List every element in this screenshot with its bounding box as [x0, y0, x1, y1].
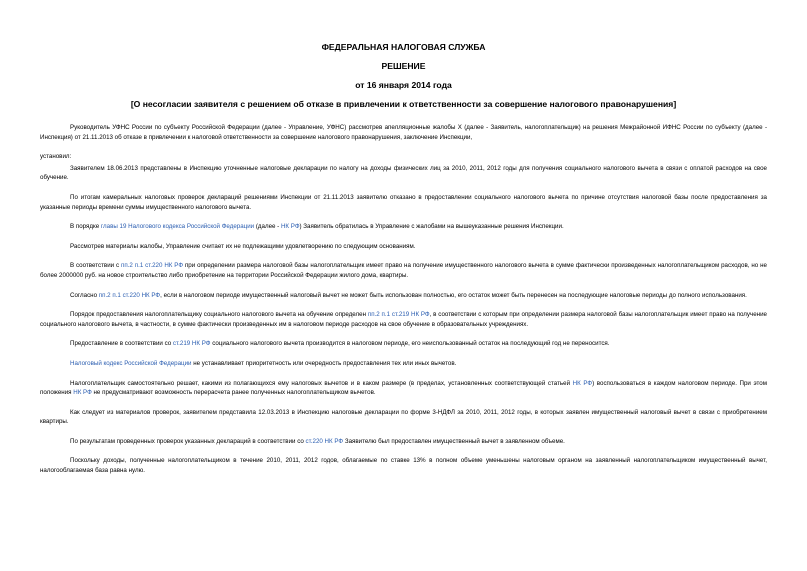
legal-reference-link[interactable]: НК РФ [572, 379, 593, 387]
paragraph-text: , в соответствии с которым при определении размера налоговой базы налогоплательщик имеет право на получение социального налогового вычета, в частности, в сумме фактически произведенных им в налоговом периоде расходов на свое обучение в образовательных учреждениях. [40, 311, 767, 328]
paragraph-text: (далее - [254, 223, 281, 231]
paragraph-text: Согласно [70, 291, 99, 299]
document-type-heading: РЕШЕНИЕ [381, 61, 426, 71]
paragraph [40, 339, 767, 349]
legal-reference-link[interactable]: ст.219 НК РФ [172, 340, 211, 348]
paragraph [40, 222, 767, 232]
legal-reference-link[interactable]: НК РФ [73, 389, 92, 397]
document-body [40, 123, 767, 476]
legal-reference-link[interactable]: главы 19 Налогового кодекса Российской Федерации [100, 223, 255, 231]
paragraph-text: Как следует из материалов проверок, заявителем представила 12.03.2013 в Инспекцию налоговые декларации по форме 3-НДФЛ за 2010, 2011, 2012 годы, в которых заявлен имущественный налоговый вычет в связи с приобретением квартиры. [40, 408, 767, 426]
paragraph-text: В соответствии с [70, 262, 121, 270]
paragraph [40, 359, 767, 369]
paragraph-text: По итогам камеральных налоговых проверок деклараций решениями Инспекции от 21.11.2013 заявителю отказано в предоставлении социального налогового вычета по причине отсутствия налоговой базы после предоставления за указанные периоды времени суммы имущественного налогового вычета. [40, 193, 767, 211]
paragraph-text: В порядке [70, 223, 101, 231]
paragraph [40, 408, 767, 427]
paragraph-text: не предусматривают возможность перерасчета ранее полученных налогоплательщиком вычетов. [91, 389, 376, 397]
paragraph-text: ) воспользоваться в каждом налоговом периоде. При этом положения [40, 379, 767, 397]
paragraph-text: Заявителю был предоставлен имущественный вычет в заявленном объеме. [343, 437, 565, 445]
legal-reference-link[interactable]: НК РФ [280, 223, 300, 231]
paragraph [40, 379, 767, 398]
legal-reference-link[interactable]: пп.2 п.1 ст.220 НК РФ [98, 291, 161, 299]
agency-heading: ФЕДЕРАЛЬНАЯ НАЛОГОВАЯ СЛУЖБА [321, 42, 486, 52]
legal-reference-link[interactable]: пп.2 п.1 ст.219 НК РФ [367, 311, 430, 319]
paragraph [40, 310, 767, 329]
paragraph [40, 164, 767, 183]
legal-reference-link[interactable]: Налоговый кодекс Российской Федерации [70, 359, 192, 367]
paragraph-text: Предоставление в соответствии со [70, 340, 173, 348]
document-title: [О несогласии заявителя с решением об отказе в привлечении к ответственности за совершение налогового правонарушения] [130, 99, 677, 109]
paragraph [40, 152, 767, 162]
paragraph-text: при определении размера налоговой базы налогоплательщик имеет право на получение имущественного налогового вычета в сумме фактически произведенных налогоплательщиком расходов, но не более 2000000 руб. на новое строительство либо приобретение на территории Российской Федерации жилого дома, квартиры. [40, 262, 767, 279]
paragraph-text: По результатам проведенных проверок указанных деклараций в соответствии со [70, 437, 306, 445]
paragraph-text: Налогоплательщик самостоятельно решает, какими из полагающихся ему налоговых вычетов и в каком размере (в пределах, установленных соответствующей статьей [70, 379, 573, 387]
paragraph [40, 242, 767, 252]
paragraph [40, 193, 767, 212]
paragraph [40, 123, 767, 142]
paragraph [40, 291, 767, 301]
paragraph [40, 456, 767, 475]
paragraph [40, 261, 767, 280]
legal-reference-link[interactable]: ст.220 НК РФ [305, 437, 344, 445]
paragraph-text: не устанавливает приоритетность или очередность предоставления тех или иных вычетов. [191, 359, 457, 367]
paragraph-text: установил: [40, 153, 72, 161]
paragraph-text: Руководитель УФНС России по субъекту Российской Федерации (далее - Управление, УФНС) рассмотрев апелляционные жалобы X (далее - Заявитель, налогоплательщик) на решения Межрайонной ИФНС России по субъекту (далее - Инспекция) от 21.11.2013 об отказе в привлечении к налоговой ответственности за совершение налогового правонарушения, заключение Инспекции, [40, 124, 767, 141]
paragraph-text: Порядок предоставления налогоплательщику социального налогового вычета на обучение определен [70, 311, 368, 319]
paragraph-text: ) Заявитель обратилась в Управление с жалобами на вышеуказанные решения Инспекции. [299, 223, 564, 231]
paragraph [40, 437, 767, 447]
paragraph-text: Рассмотрев материалы жалобы, Управление считает их не подлежащими удовлетворению по следующим основаниям. [70, 242, 416, 250]
paragraph-text: социального налогового вычета производится в налоговом периоде, его неиспользованный остаток на последующий год не переносится. [210, 340, 610, 348]
paragraph-text: Заявителем 18.06.2013 представлены в Инспекцию уточненные налоговые декларации по налогу на доходы физических лиц за 2010, 2011, 2012 годы для получения социального налогового вычета в связи с оплатой расходов на свое обучение. [40, 164, 767, 182]
document-date: от 16 января 2014 года [355, 80, 452, 90]
paragraph-text: , если в налоговом периоде имущественный налоговый вычет не может быть использован полностью, его остаток может быть перенесен на последующие налоговые периоды до полного использования. [160, 291, 747, 299]
legal-reference-link[interactable]: пп.2 п.1 ст.220 НК РФ [121, 262, 184, 270]
paragraph-text: Поскольку доходы, полученные налогоплательщиком в течение 2010, 2011, 2012 годов, облагаемые по ставке 13% в полном объеме уменьшены налоговым органом на заявленный налогоплательщиком имущественный вычет, налогооблагаемая база равна нулю. [40, 457, 767, 475]
